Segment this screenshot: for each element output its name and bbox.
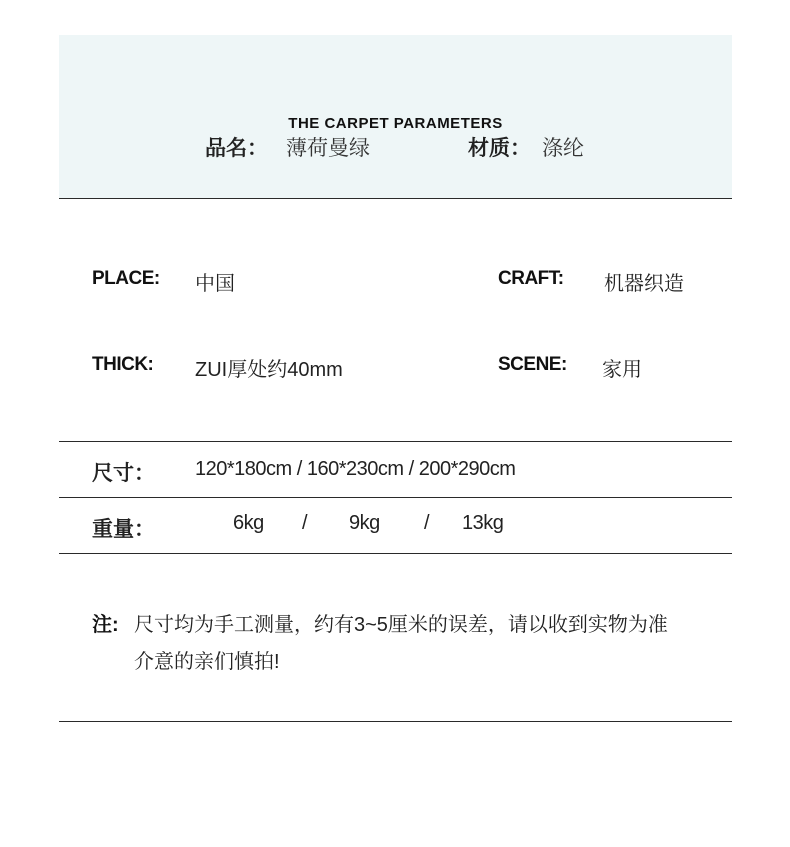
place-label: PLACE: — [92, 268, 160, 289]
note-text-line-1: 尺寸均为手工测量，约有3~5厘米的误差，请以收到实物为准 — [134, 614, 668, 636]
page-title: THE CARPET PARAMETERS — [288, 115, 503, 132]
divider — [59, 441, 732, 442]
note-text-line-2: 介意的亲们慎拍! — [134, 651, 280, 673]
weight-separator: / — [424, 512, 430, 534]
parameters-header — [59, 35, 732, 198]
size-label: 尺寸： — [92, 462, 155, 485]
note-label: 注: — [92, 614, 119, 636]
craft-value: 机器织造 — [604, 273, 684, 295]
divider — [59, 497, 732, 498]
size-value: 120*180cm / 160*230cm / 200*290cm — [195, 458, 516, 480]
divider — [59, 553, 732, 554]
scene-value: 家用 — [602, 359, 642, 381]
weight-value-medium: 9kg — [349, 512, 380, 534]
weight-label: 重量： — [92, 518, 155, 541]
weight-separator: / — [302, 512, 308, 534]
product-name-value: 薄荷曼绿 — [286, 137, 370, 160]
material-value: 涤纶 — [542, 137, 584, 160]
material-label: 材质： — [468, 137, 531, 160]
thick-label: THICK: — [92, 354, 154, 375]
divider — [59, 721, 732, 722]
thick-value: ZUI厚处约40mm — [195, 359, 343, 381]
craft-label: CRAFT: — [498, 268, 564, 289]
place-value: 中国 — [195, 273, 235, 295]
product-name-label: 品名： — [205, 137, 268, 160]
scene-label: SCENE: — [498, 354, 567, 375]
weight-value-small: 6kg — [233, 512, 264, 534]
divider — [59, 198, 732, 199]
weight-value-large: 13kg — [462, 512, 504, 534]
